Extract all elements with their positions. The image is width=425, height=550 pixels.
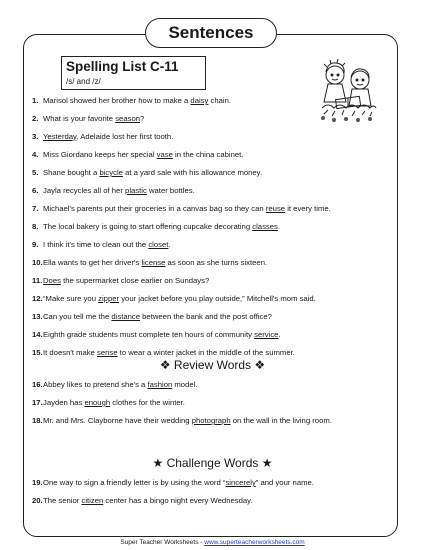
- sentence-number: 14.: [32, 330, 43, 339]
- spelling-word: daisy: [190, 96, 209, 105]
- sentence-number: 15.: [32, 348, 43, 357]
- spelling-list-title: Spelling List C-11: [66, 59, 179, 74]
- spelling-word: enough: [84, 398, 111, 407]
- spelling-list-subtitle: /s/ and /z/: [66, 77, 101, 86]
- sentence-text-before: Eighth grade students must complete ten hours of community: [43, 330, 255, 339]
- spelling-word: closet: [148, 240, 169, 249]
- sentence-text-after: ” and your name.: [255, 478, 314, 487]
- sentence-text: [43, 114, 399, 124]
- sentence-text-after: .: [168, 240, 171, 249]
- sentence-text-before: Mr. and Mrs. Clayborne have their wedding: [43, 416, 192, 425]
- sentence-text: [43, 348, 399, 358]
- sentence-text: [43, 168, 399, 178]
- spelling-word: zipper: [98, 294, 120, 303]
- spelling-word: season: [115, 114, 140, 123]
- sentence-number: 18.: [32, 416, 43, 425]
- sentence-text: [43, 380, 399, 390]
- sentence-text-before: Michael's parents put their groceries in a canvas bag so they can: [43, 204, 266, 213]
- challenge-words-heading: ★ Challenge Words ★: [152, 456, 273, 470]
- sentence-number: 19.: [32, 478, 43, 487]
- sentence-number: 3.: [32, 132, 39, 141]
- sentence-number: 10.: [32, 258, 43, 267]
- spelling-list-box: [61, 56, 206, 90]
- spelling-word: bicycle: [99, 168, 123, 177]
- sentence-text: [43, 132, 399, 142]
- sentence-text-before: Marisol showed her brother how to make a: [43, 96, 191, 105]
- sentence-text-after: clothes for the winter.: [110, 398, 185, 407]
- spelling-word: sense: [97, 348, 118, 357]
- sentence-text-before: Can you tell me the: [43, 312, 112, 321]
- sentence-text-before: “Make sure you: [43, 294, 99, 303]
- footer-text: Super Teacher Worksheets -: [120, 539, 205, 546]
- sentence-text: [43, 416, 399, 426]
- sentence-text-before: One way to sign a friendly letter is by using the word “: [43, 478, 226, 487]
- sentence-text: [43, 96, 399, 106]
- sentence-text-after: water bottles.: [146, 186, 195, 195]
- sentence-text: [43, 186, 399, 196]
- sentence-number: 7.: [32, 204, 39, 213]
- sentence-text-after: model.: [172, 380, 198, 389]
- sentence-text: [43, 398, 399, 408]
- sentence-text-after: your jacket before you play outside,” Mitchell's mom said.: [119, 294, 316, 303]
- sentence-text-before: The senior: [43, 496, 82, 505]
- sentence-number: 9.: [32, 240, 39, 249]
- sentence-text-after: it every time.: [285, 204, 331, 213]
- sentence-text: [43, 312, 399, 322]
- sentence-text: [43, 276, 399, 286]
- footer-link[interactable]: www.superteacherworksheets.com: [204, 539, 305, 546]
- spelling-word: Yesterday: [43, 132, 77, 141]
- sentence-text-after: center has a bingo night every Wednesday.: [103, 496, 253, 505]
- sentence-text-before: Miss Giordano keeps her special: [43, 150, 157, 159]
- spelling-word: reuse: [265, 204, 286, 213]
- spelling-word: Does: [43, 276, 61, 285]
- sentence-text-before: I think it's time to clean out the: [43, 240, 149, 249]
- sentence-text-after: at a yard sale with his allowance money.: [122, 168, 263, 177]
- sentence-text-after: , Adelaide lost her first tooth.: [76, 132, 174, 141]
- sentence-text-before: Abbey likes to pretend she's a: [43, 380, 148, 389]
- sentence-text-after: chain.: [208, 96, 232, 105]
- sentence-number: 8.: [32, 222, 39, 231]
- spelling-word: service: [254, 330, 279, 339]
- sentence-text: [43, 222, 399, 232]
- footer: [0, 539, 425, 546]
- sentence-text: [43, 478, 399, 488]
- sentence-text-before: Jayden has: [43, 398, 85, 407]
- sentence-text-before: The local bakery is going to start offering cupcake decorating: [43, 222, 253, 231]
- spelling-word: classes: [252, 222, 278, 231]
- sentence-text-before: It doesn't make: [43, 348, 98, 357]
- sentence-number: 13.: [32, 312, 43, 321]
- spelling-word: sincerely: [225, 478, 256, 487]
- spelling-word: license: [141, 258, 166, 267]
- sentence-number: 6.: [32, 186, 39, 195]
- sentence-text-before: Shane bought a: [43, 168, 100, 177]
- sentence-number: 1.: [32, 96, 39, 105]
- sentence-text: [43, 150, 399, 160]
- sentence-number: 2.: [32, 114, 39, 123]
- sentence-text: [43, 240, 399, 250]
- sentence-text-after: ?: [140, 114, 145, 123]
- sentence-text-before: Jayla recycles all of her: [43, 186, 126, 195]
- sentence-number: 5.: [32, 168, 39, 177]
- page-title: Sentences: [145, 18, 277, 48]
- sentence-text: [43, 204, 399, 214]
- spelling-word: photograph: [191, 416, 231, 425]
- sentence-number: 20.: [32, 496, 43, 505]
- sentence-number: 12.: [32, 294, 43, 303]
- spelling-word: distance: [111, 312, 141, 321]
- sentence-number: 4.: [32, 150, 39, 159]
- spelling-word: citizen: [81, 496, 104, 505]
- sentence-text-after: as soon as she turns sixteen.: [165, 258, 268, 267]
- sentence-text-after: the supermarket close earlier on Sundays?: [60, 276, 210, 285]
- sentence-text-before: Ella wants to get her driver's: [43, 258, 142, 267]
- sentence-text-after: .: [277, 222, 281, 231]
- sentence-text-after: in the china cabinet.: [172, 150, 244, 159]
- sentence-number: 16.: [32, 380, 43, 389]
- sentence-text-after: .: [278, 330, 281, 339]
- spelling-word: vase: [156, 150, 173, 159]
- spelling-word: fashion: [147, 380, 173, 389]
- sentence-text-before: What is your favorite: [43, 114, 116, 123]
- sentence-text-after: on the wall in the living room.: [230, 416, 332, 425]
- sentence-text: [43, 258, 399, 268]
- sentence-number: 11.: [32, 276, 43, 285]
- spelling-word: plastic: [125, 186, 147, 195]
- sentence-text: [43, 496, 399, 506]
- sentence-text-after: between the bank and the post office?: [140, 312, 272, 321]
- sentence-text-after: to wear a winter jacket in the middle of the summer.: [117, 348, 295, 357]
- review-words-heading: ❖ Review Words ❖: [159, 358, 266, 372]
- sentence-text: [43, 330, 399, 340]
- sentence-text: [43, 294, 399, 304]
- sentence-number: 17.: [32, 398, 43, 407]
